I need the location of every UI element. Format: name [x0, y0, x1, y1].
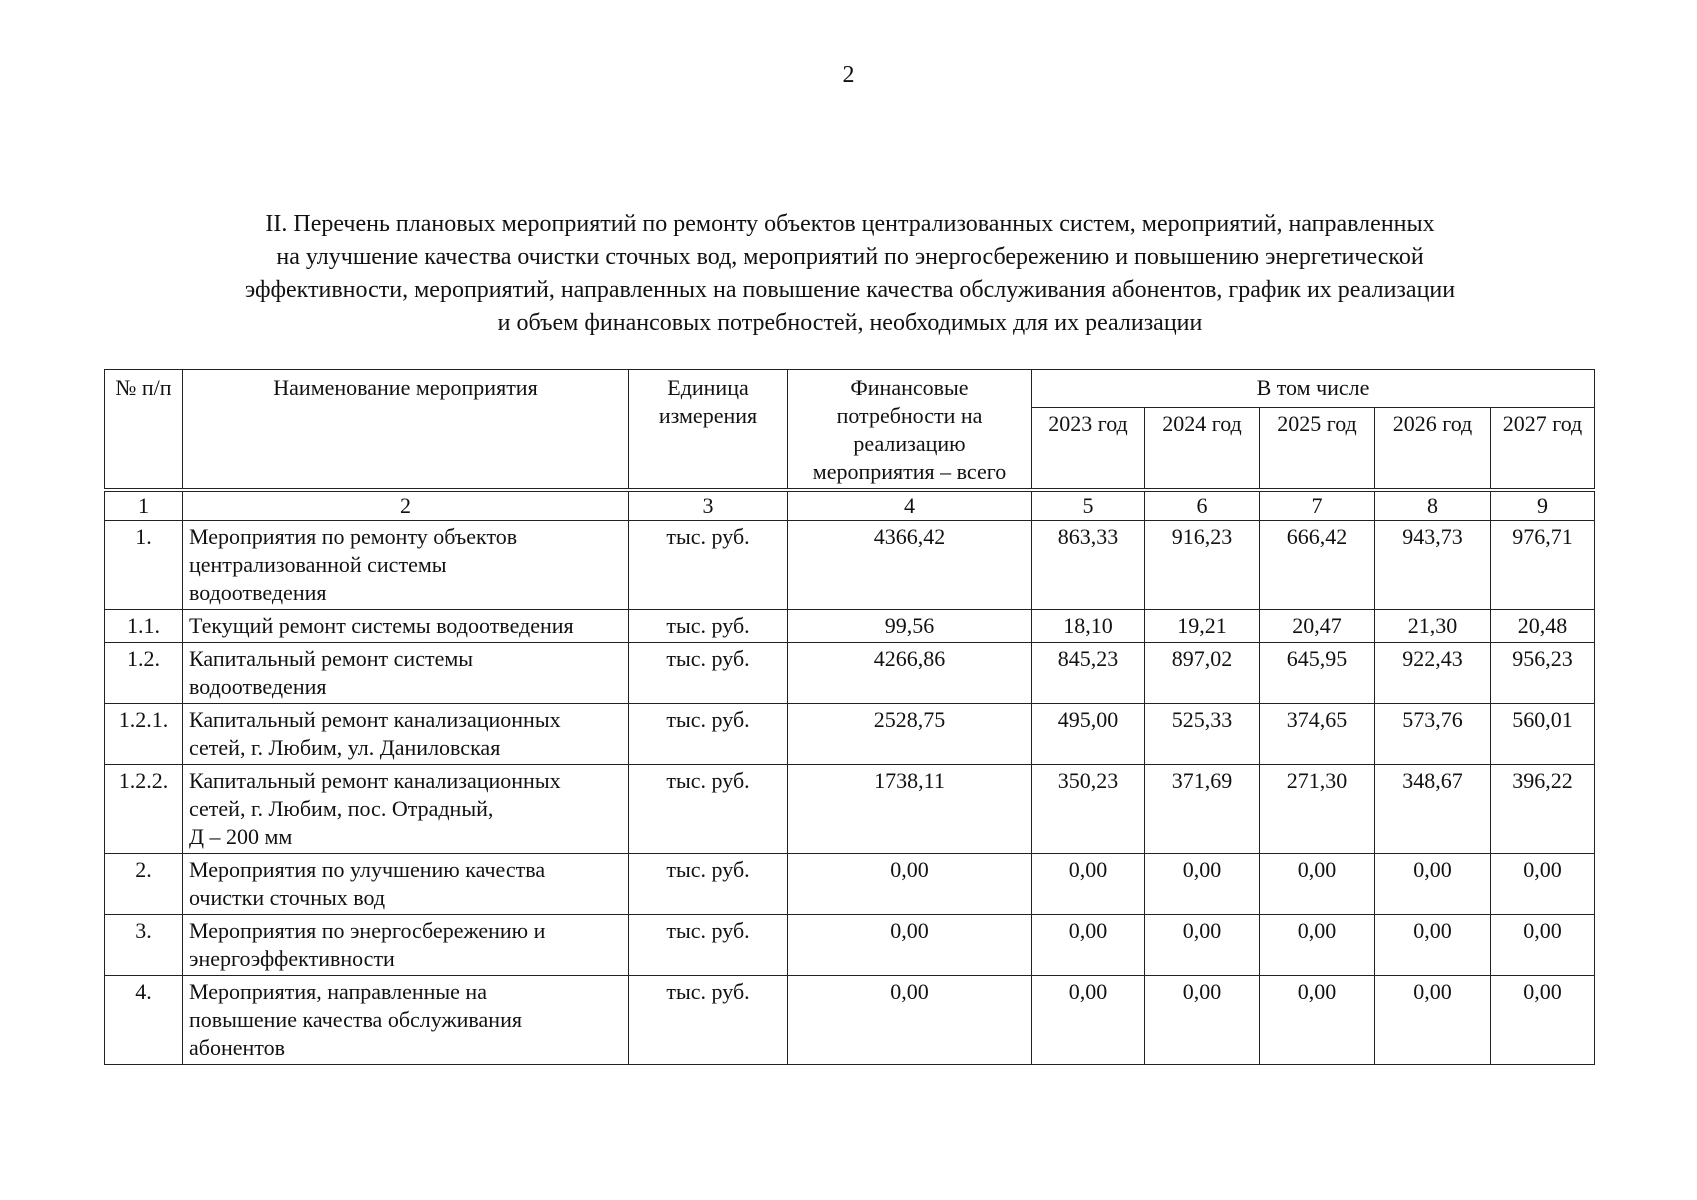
row-year-value: 0,00	[1032, 854, 1145, 915]
row-num: 3.	[105, 915, 183, 976]
row-unit: тыс. руб.	[629, 704, 788, 765]
row-unit: тыс. руб.	[629, 854, 788, 915]
row-name	[183, 704, 629, 765]
header-year: 2023 год	[1032, 408, 1145, 491]
row-year-value: 0,00	[1260, 854, 1375, 915]
row-name-line: повышение качества обслуживания	[189, 1007, 522, 1032]
row-year-value: 525,33	[1145, 704, 1260, 765]
title-line: на улучшение качества очистки сточных вод, мероприятий по энергосбережению и повышению энергетической	[276, 244, 1424, 270]
row-num: 1.	[105, 521, 183, 610]
row-name-line: водоотведения	[189, 580, 327, 605]
row-year-value: 922,43	[1375, 643, 1491, 704]
column-index: 4	[788, 490, 1032, 521]
header-year: 2027 год	[1491, 408, 1595, 491]
column-index: 1	[105, 490, 183, 521]
row-year-value: 943,73	[1375, 521, 1491, 610]
row-name	[183, 854, 629, 915]
row-year-value: 897,02	[1145, 643, 1260, 704]
row-num: 2.	[105, 854, 183, 915]
column-index: 5	[1032, 490, 1145, 521]
row-year-value: 916,23	[1145, 521, 1260, 610]
row-total: 4266,86	[788, 643, 1032, 704]
page-number: 2	[842, 62, 855, 88]
row-name	[183, 643, 629, 704]
row-year-value: 18,10	[1032, 610, 1145, 643]
header-including: В том числе	[1032, 370, 1595, 408]
row-name	[183, 521, 629, 610]
row-year-value: 21,30	[1375, 610, 1491, 643]
header-num: № п/п	[105, 370, 183, 491]
table-row	[105, 976, 1595, 1065]
row-name	[183, 915, 629, 976]
row-year-value: 0,00	[1145, 915, 1260, 976]
row-year-value: 19,21	[1145, 610, 1260, 643]
column-index: 2	[183, 490, 629, 521]
row-year-value: 560,01	[1491, 704, 1595, 765]
row-name-line: водоотведения	[189, 674, 327, 699]
table-row	[105, 854, 1595, 915]
title-line: эффективности, мероприятий, направленных на повышение качества обслуживания абонентов, график их реализации	[244, 277, 1456, 303]
row-num: 1.2.2.	[105, 765, 183, 854]
row-year-value: 666,42	[1260, 521, 1375, 610]
row-year-value: 0,00	[1375, 915, 1491, 976]
row-total: 0,00	[788, 854, 1032, 915]
row-total: 0,00	[788, 915, 1032, 976]
column-index: 7	[1260, 490, 1375, 521]
row-name	[183, 765, 629, 854]
row-year-value: 371,69	[1145, 765, 1260, 854]
row-year-value: 956,23	[1491, 643, 1595, 704]
header-year: 2025 год	[1260, 408, 1375, 491]
row-unit: тыс. руб.	[629, 915, 788, 976]
row-total: 4366,42	[788, 521, 1032, 610]
row-total: 99,56	[788, 610, 1032, 643]
row-year-value: 0,00	[1260, 915, 1375, 976]
row-name-line: Капитальный ремонт канализационных	[189, 768, 561, 793]
header-unit: Единица измерения	[629, 370, 788, 491]
row-year-value: 845,23	[1032, 643, 1145, 704]
measures-table	[104, 369, 1595, 1065]
row-name-line: сетей, г. Любим, ул. Даниловская	[189, 735, 501, 760]
row-name-line: Капитальный ремонт канализационных	[189, 707, 561, 732]
row-total: 0,00	[788, 976, 1032, 1065]
row-unit: тыс. руб.	[629, 976, 788, 1065]
row-num: 1.2.1.	[105, 704, 183, 765]
row-unit: тыс. руб.	[629, 610, 788, 643]
title-line: и объем финансовых потребностей, необходимых для их реализации	[497, 310, 1203, 336]
row-num: 1.2.	[105, 643, 183, 704]
row-year-value: 976,71	[1491, 521, 1595, 610]
row-year-value: 374,65	[1260, 704, 1375, 765]
row-unit: тыс. руб.	[629, 643, 788, 704]
row-unit: тыс. руб.	[629, 765, 788, 854]
row-year-value: 0,00	[1032, 976, 1145, 1065]
row-year-value: 0,00	[1145, 854, 1260, 915]
column-index: 6	[1145, 490, 1260, 521]
row-name-line: Мероприятия по энергосбережению и	[189, 918, 546, 943]
row-year-value: 495,00	[1032, 704, 1145, 765]
row-year-value: 645,95	[1260, 643, 1375, 704]
section-title	[110, 208, 1590, 340]
table-row	[105, 765, 1595, 854]
row-year-value: 0,00	[1491, 854, 1595, 915]
table-row	[105, 704, 1595, 765]
row-year-value: 0,00	[1260, 976, 1375, 1065]
row-year-value: 350,23	[1032, 765, 1145, 854]
column-index: 8	[1375, 490, 1491, 521]
row-year-value: 0,00	[1491, 915, 1595, 976]
row-num: 4.	[105, 976, 183, 1065]
row-name-line: Мероприятия по ремонту объектов	[189, 524, 518, 549]
column-index: 9	[1491, 490, 1595, 521]
row-name-line: Мероприятия по улучшению качества	[189, 857, 546, 882]
row-name-line: абонентов	[189, 1035, 285, 1060]
row-name-line: сетей, г. Любим, пос. Отрадный,	[189, 796, 494, 821]
row-name-line: Текущий ремонт системы водоотведения	[189, 613, 574, 638]
row-year-value: 0,00	[1032, 915, 1145, 976]
table-row	[105, 521, 1595, 610]
row-name-line: Капитальный ремонт системы	[189, 646, 474, 671]
row-year-value: 0,00	[1491, 976, 1595, 1065]
row-year-value: 0,00	[1145, 976, 1260, 1065]
row-year-value: 396,22	[1491, 765, 1595, 854]
table-row	[105, 915, 1595, 976]
row-name	[183, 610, 629, 643]
row-num: 1.1.	[105, 610, 183, 643]
column-index: 3	[629, 490, 788, 521]
row-name-line: Мероприятия, направленные на	[189, 979, 487, 1004]
header-year: 2026 год	[1375, 408, 1491, 491]
row-unit: тыс. руб.	[629, 521, 788, 610]
row-name	[183, 976, 629, 1065]
table-row	[105, 643, 1595, 704]
row-total: 2528,75	[788, 704, 1032, 765]
header-year: 2024 год	[1145, 408, 1260, 491]
row-name-line: централизованной системы	[189, 552, 447, 577]
row-total: 1738,11	[788, 765, 1032, 854]
header-name: Наименование мероприятия	[183, 370, 629, 491]
row-year-value: 0,00	[1375, 976, 1491, 1065]
row-year-value: 0,00	[1375, 854, 1491, 915]
table-row	[105, 610, 1595, 643]
row-year-value: 573,76	[1375, 704, 1491, 765]
row-year-value: 20,47	[1260, 610, 1375, 643]
row-year-value: 271,30	[1260, 765, 1375, 854]
row-name-line: очистки сточных вод	[189, 885, 386, 910]
row-name-line: Д – 200 мм	[189, 824, 293, 849]
row-year-value: 863,33	[1032, 521, 1145, 610]
header-finance: Финансовые потребности на реализацию мероприятия – всего	[788, 370, 1032, 491]
row-name-line: энергоэффективности	[189, 946, 395, 971]
row-year-value: 20,48	[1491, 610, 1595, 643]
title-line: II. Перечень плановых мероприятий по ремонту объектов централизованных систем, мероприятий, направленных	[265, 211, 1435, 237]
row-year-value: 348,67	[1375, 765, 1491, 854]
